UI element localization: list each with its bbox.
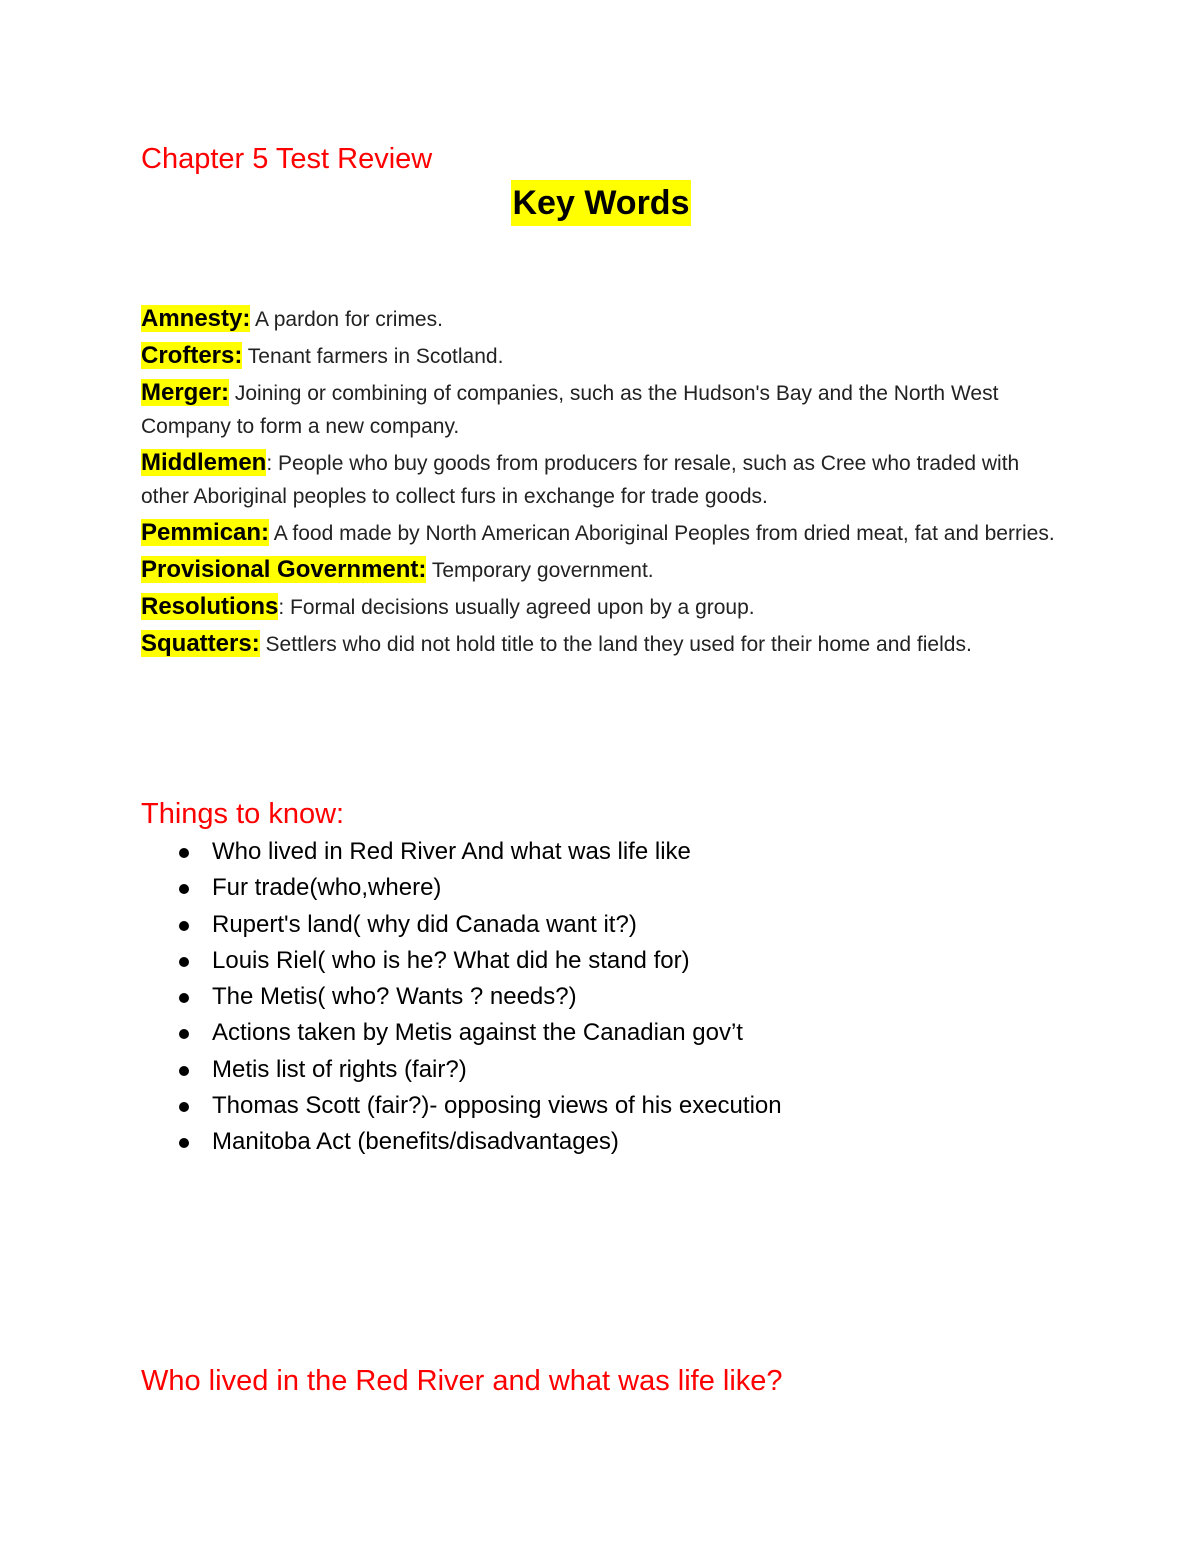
bullet-icon — [179, 921, 189, 931]
glossary-entry — [141, 590, 1061, 624]
glossary-entry — [141, 627, 1061, 661]
bullet-icon — [179, 957, 189, 967]
glossary-definition: : Formal decisions usually agreed upon by a group. — [278, 596, 755, 619]
glossary-term: Middlemen — [141, 449, 267, 476]
list-item — [141, 1015, 1061, 1051]
glossary-term: Pemmican: — [141, 519, 270, 546]
bullet-icon — [179, 1102, 189, 1112]
glossary-term: Provisional Government: — [141, 556, 427, 583]
glossary-definition: : People who buy goods from producers for resale, such as Cree who traded with other Aboriginal peoples to collect furs in exchange for trade goods. — [141, 452, 1020, 508]
document-title: Chapter 5 Test Review — [141, 143, 433, 175]
list-item-text: The Metis( who? Wants ? needs?) — [212, 983, 577, 1011]
bullet-icon — [179, 1138, 189, 1148]
list-item — [141, 979, 1061, 1015]
key-words-heading: Key Words — [511, 180, 692, 226]
list-item — [141, 943, 1061, 979]
glossary-entry — [141, 516, 1061, 550]
list-item — [141, 1088, 1061, 1124]
list-item-text: Who lived in Red River And what was life like — [212, 838, 691, 865]
glossary-term: Amnesty: — [141, 305, 251, 332]
bullet-icon — [179, 1066, 189, 1076]
list-item-text: Manitoba Act (benefits/disadvantages) — [212, 1128, 619, 1156]
list-item-text: Rupert's land( why did Canada want it?) — [212, 910, 637, 938]
list-item-text: Louis Riel( who is he? What did he stand for) — [212, 946, 690, 974]
list-item-text: Fur trade(who,where) — [212, 874, 442, 902]
list-item — [141, 834, 1061, 870]
list-item — [141, 1052, 1061, 1088]
bullet-icon — [179, 848, 189, 858]
bullet-icon — [179, 993, 189, 1003]
glossary-entry — [141, 376, 1061, 443]
glossary-entry — [141, 302, 1061, 336]
red-river-section-heading: Who lived in the Red River and what was life like? — [141, 1365, 783, 1397]
list-item — [141, 907, 1061, 943]
glossary-term: Crofters: — [141, 342, 243, 369]
glossary-definition: A food made by North American Aboriginal Peoples from dried meat, fat and berries. — [269, 522, 1055, 545]
key-words-heading-wrap — [141, 180, 1061, 226]
list-item-text: Actions taken by Metis against the Canadian gov’t — [212, 1019, 743, 1047]
things-to-know-list — [141, 834, 1061, 1161]
bullet-icon — [179, 884, 189, 894]
glossary-entry — [141, 339, 1061, 373]
list-item-text: Metis list of rights (fair?) — [212, 1055, 467, 1083]
list-item — [141, 870, 1061, 906]
glossary-term: Squatters: — [141, 630, 260, 657]
things-to-know-heading: Things to know: — [141, 798, 345, 830]
glossary-entry — [141, 553, 1061, 587]
glossary-definition: Tenant farmers in Scotland. — [242, 345, 504, 368]
glossary-definition: Joining or combining of companies, such as the Hudson's Bay and the North West Company to form a new company. — [141, 382, 999, 438]
glossary-list — [141, 302, 1061, 664]
glossary-definition: A pardon for crimes. — [250, 308, 443, 331]
list-item — [141, 1124, 1061, 1160]
glossary-definition: Temporary government. — [426, 559, 654, 582]
glossary-definition: Settlers who did not hold title to the land they used for their home and fields. — [259, 633, 972, 656]
list-item-text: Thomas Scott (fair?)- opposing views of his execution — [212, 1092, 782, 1120]
glossary-term: Resolutions — [141, 593, 279, 620]
glossary-term: Merger: — [141, 379, 230, 406]
glossary-entry — [141, 446, 1061, 513]
bullet-icon — [179, 1029, 189, 1039]
